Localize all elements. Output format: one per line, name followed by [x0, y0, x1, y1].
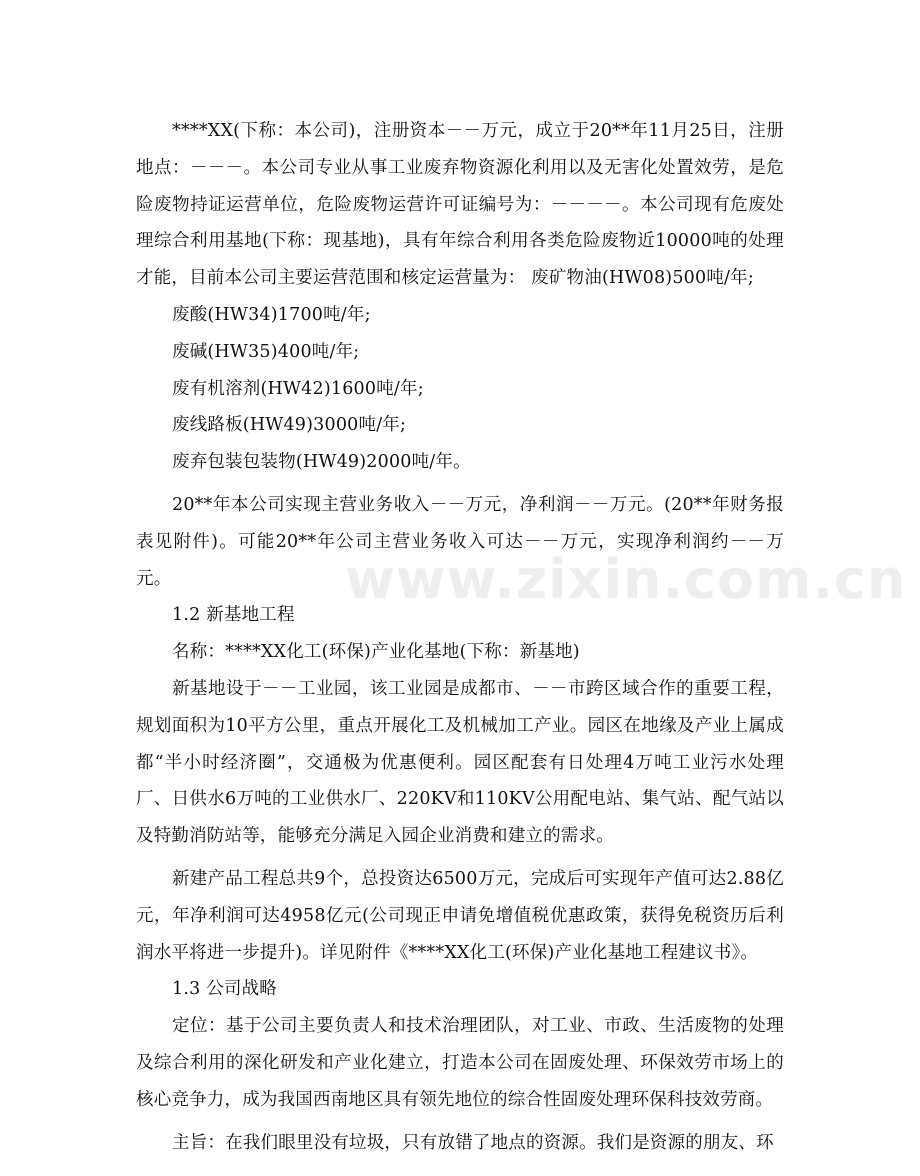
paragraph-mission: 主旨：在我们眼里没有垃圾，只有放错了地点的资源。我们是资源的朋友、环 [172, 1132, 774, 1153]
paragraph-new-base-name: 名称：****XX化工(环保)产业化基地(下称：新基地) [172, 642, 580, 663]
site-watermark: www.zixin.com.cn [345, 548, 907, 611]
paragraph-waste-packaging: 废弃包装包装物(HW49)2000吨/年。 [172, 452, 471, 473]
paragraph-positioning: 定位：基于公司主要负责人和技术治理团队，对工业、市政、生活废物的处理及综合利用的深化研发和产业化建立，打造本公司在固废处理、环保效劳市场上的核心竞争力，成为我国西南地区具有领先地位的综合性固废处理环保科技效劳商。 [136, 1016, 784, 1110]
paragraph-waste-solvent: 废有机溶剂(HW42)1600吨/年; [172, 378, 424, 399]
document-body [136, 113, 784, 1161]
paragraph-revenue: 20**年本公司实现主营业务收入－－万元，净利润－－万元。(20**年财务报表见附件)。可能20**年公司主营业务收入可达－－万元，实现净利润约－－万元。 [136, 494, 784, 589]
paragraph-waste-circuit-board: 废线路板(HW49)3000吨/年; [172, 415, 407, 436]
paragraph-company-intro: ****XX(下称：本公司)，注册资本－－万元，成立于20**年11月25日，注册地点：－－－。本公司专业从事工业废弃物资源化利用以及无害化处置效劳，是危险废物持证运营单位，危险废物运营许可证编号为：－－－－。本公司现有危废处理综合利用基地(下称：现基地)，具有年综合利用各类危险废物近10000吨的处理才能，目前本公司主要运营范围和核定运营量为： 废矿物油(HW08)500吨/年; [136, 121, 784, 289]
section-heading-strategy: 1.3 公司战略 [172, 979, 277, 1000]
paragraph-waste-acid: 废酸(HW34)1700吨/年; [172, 304, 371, 325]
section-heading-new-base: 1.2 新基地工程 [172, 605, 295, 626]
paragraph-investment: 新建产品工程总共9个，总投资达6500万元，完成后可实现年产值可达2.88亿元，年净利润可达4958亿元(公司现正申请免增值税优惠政策，获得免税资历后利润水平将进一步提升)。详见附件《****XX化工(环保)产业化基地工程建议书》。 [136, 868, 784, 963]
paragraph-industrial-park: 新基地设于－－工业园，该工业园是成都市、－－市跨区域合作的重要工程，规划面积为10平方公里，重点开展化工及机械加工产业。园区在地缘及产业上属成都“半小时经济圈”，交通极为优惠便利。园区配套有日处理4万吨工业污水处理厂、日供水6万吨的工业供水厂、220KV和110KV公用配电站、集气站、配气站以及特勤消防站等，能够充分满足入园企业消费和建立的需求。 [136, 678, 784, 847]
paragraph-waste-alkali: 废碱(HW35)400吨/年; [172, 341, 360, 362]
